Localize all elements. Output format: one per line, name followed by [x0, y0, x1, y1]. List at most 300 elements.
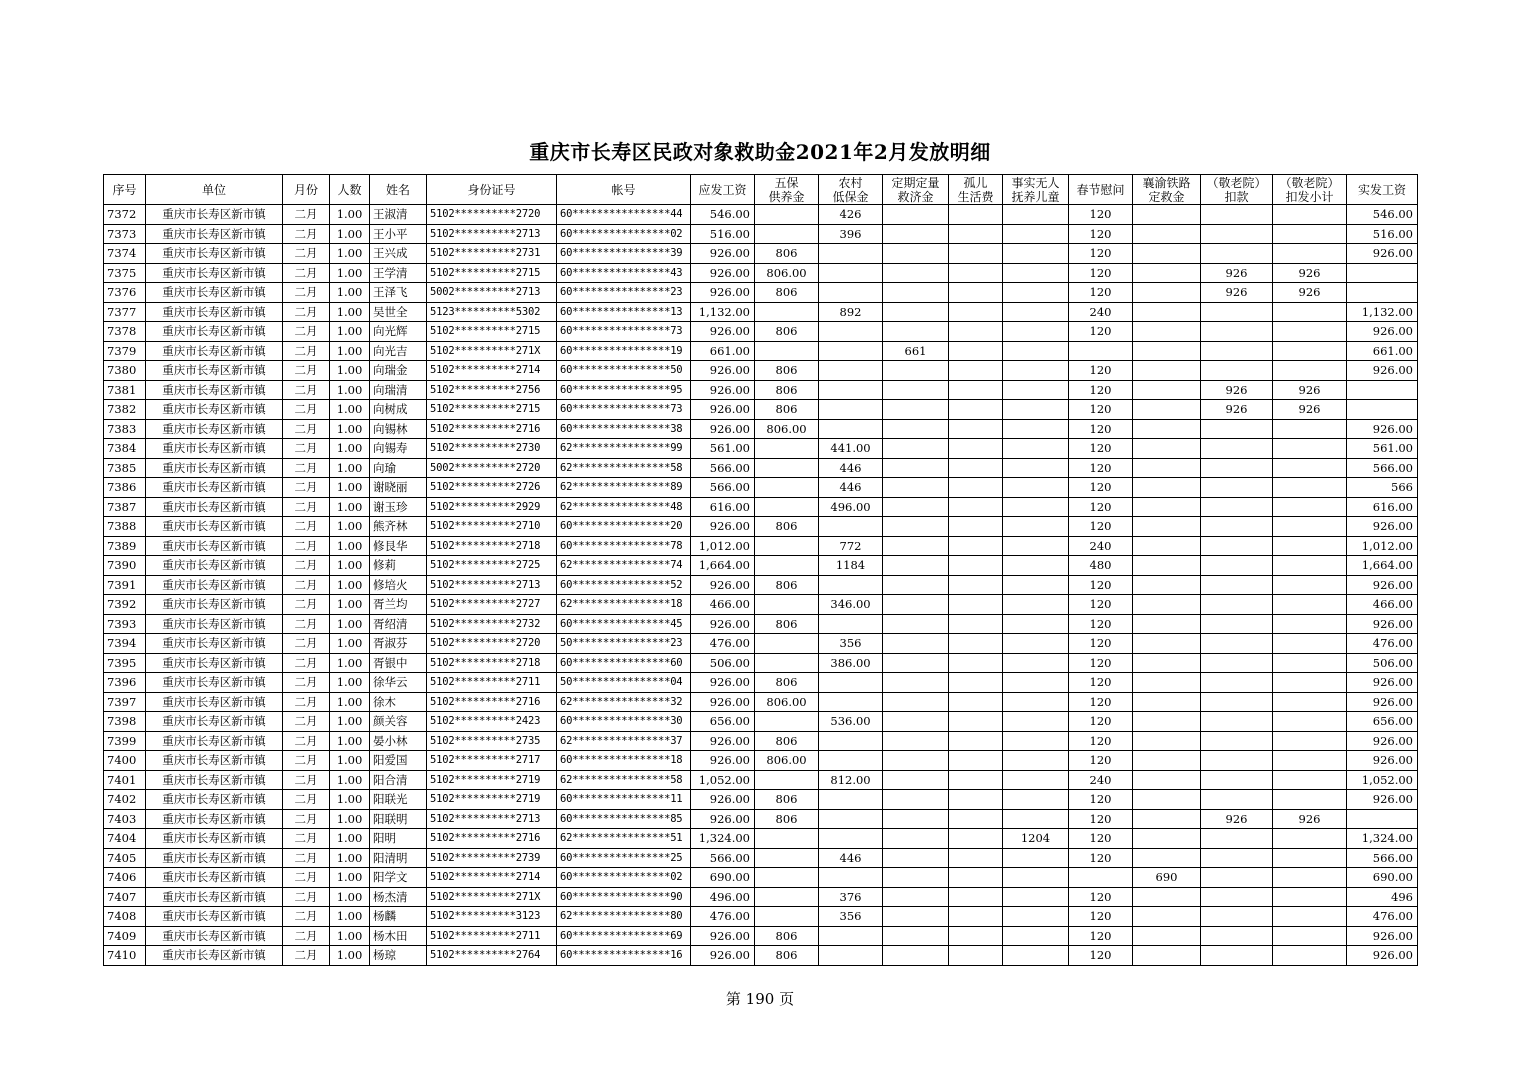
table-cell: [1273, 673, 1347, 693]
table-cell: [1003, 341, 1069, 361]
table-cell: 7409: [104, 926, 146, 946]
table-cell: 926: [1273, 263, 1347, 283]
table-cell: [1003, 575, 1069, 595]
table-row: [104, 751, 1418, 771]
table-cell: [949, 575, 1003, 595]
table-cell: 120: [1069, 283, 1133, 303]
table-cell: 7373: [104, 224, 146, 244]
table-cell: 晏小林: [370, 731, 427, 751]
table-cell: 5102**********271X: [427, 341, 557, 361]
table-cell: [883, 536, 949, 556]
table-cell: 892: [819, 302, 883, 322]
table-cell: 566.00: [1347, 458, 1418, 478]
table-cell: 476.00: [1347, 907, 1418, 927]
table-cell: 重庆市长寿区新市镇: [146, 224, 283, 244]
table-cell: [1273, 341, 1347, 361]
table-cell: 5102**********271X: [427, 887, 557, 907]
table-cell: 向锡寿: [370, 439, 427, 459]
table-cell: [1347, 263, 1418, 283]
table-cell: [1133, 497, 1201, 517]
table-cell: 二月: [283, 458, 330, 478]
table-cell: 926: [1273, 400, 1347, 420]
table-row: [104, 829, 1418, 849]
table-row: [104, 848, 1418, 868]
table-cell: 二月: [283, 634, 330, 654]
table-cell: 616.00: [1347, 497, 1418, 517]
table-cell: [1003, 634, 1069, 654]
table-cell: [755, 556, 819, 576]
table-cell: [1273, 439, 1347, 459]
table-cell: [883, 380, 949, 400]
table-cell: 926.00: [1347, 946, 1418, 966]
table-cell: 806: [755, 946, 819, 966]
table-cell: 1.00: [330, 244, 370, 264]
table-cell: [1133, 595, 1201, 615]
table-cell: [1133, 809, 1201, 829]
table-cell: [949, 458, 1003, 478]
table-cell: [1003, 926, 1069, 946]
table-cell: 806: [755, 575, 819, 595]
table-cell: 480: [1069, 556, 1133, 576]
table-cell: 120: [1069, 361, 1133, 381]
table-cell: 926.00: [691, 926, 755, 946]
table-row: [104, 205, 1418, 225]
table-cell: [1133, 517, 1201, 537]
table-cell: [1003, 790, 1069, 810]
table-cell: 7387: [104, 497, 146, 517]
table-cell: 7408: [104, 907, 146, 927]
table-cell: 7396: [104, 673, 146, 693]
table-cell: 7384: [104, 439, 146, 459]
table-cell: [1273, 244, 1347, 264]
table-cell: [949, 400, 1003, 420]
table-cell: [1273, 751, 1347, 771]
table-cell: 926.00: [1347, 575, 1418, 595]
table-cell: 向树成: [370, 400, 427, 420]
table-cell: 120: [1069, 478, 1133, 498]
table-cell: [949, 673, 1003, 693]
table-cell: 重庆市长寿区新市镇: [146, 653, 283, 673]
table-cell: [949, 439, 1003, 459]
table-cell: [883, 926, 949, 946]
table-cell: [1201, 848, 1273, 868]
table-row: [104, 283, 1418, 303]
table-cell: 7402: [104, 790, 146, 810]
table-cell: 二月: [283, 361, 330, 381]
table-cell: [1273, 868, 1347, 888]
table-cell: 926.00: [1347, 692, 1418, 712]
table-cell: 120: [1069, 595, 1133, 615]
table-cell: 重庆市长寿区新市镇: [146, 419, 283, 439]
table-cell: 重庆市长寿区新市镇: [146, 517, 283, 537]
table-cell: [1133, 653, 1201, 673]
table-cell: 120: [1069, 458, 1133, 478]
table-cell: 926.00: [1347, 790, 1418, 810]
table-cell: [819, 731, 883, 751]
table-row: [104, 673, 1418, 693]
table-cell: [819, 946, 883, 966]
table-cell: [1003, 770, 1069, 790]
table-cell: 1.00: [330, 770, 370, 790]
table-cell: 240: [1069, 302, 1133, 322]
table-cell: 1,132.00: [1347, 302, 1418, 322]
table-cell: 5123**********5302: [427, 302, 557, 322]
column-header: 帐号: [557, 175, 691, 205]
table-cell: 496: [1347, 887, 1418, 907]
table-cell: 二月: [283, 224, 330, 244]
table-cell: [1133, 731, 1201, 751]
table-cell: [1273, 848, 1347, 868]
table-cell: 566.00: [1347, 848, 1418, 868]
table-cell: 二月: [283, 907, 330, 927]
table-cell: 1.00: [330, 302, 370, 322]
table-cell: [949, 751, 1003, 771]
table-cell: [1201, 926, 1273, 946]
table-cell: [883, 848, 949, 868]
table-cell: [1003, 497, 1069, 517]
table-cell: 806: [755, 614, 819, 634]
table-cell: [1201, 517, 1273, 537]
table-cell: 926.00: [691, 517, 755, 537]
table-cell: 1.00: [330, 751, 370, 771]
table-cell: 396: [819, 224, 883, 244]
table-cell: [1133, 751, 1201, 771]
table-cell: 62****************58: [557, 770, 691, 790]
table-cell: [1201, 478, 1273, 498]
table-cell: [883, 556, 949, 576]
table-cell: 王泽飞: [370, 283, 427, 303]
table-cell: 806: [755, 731, 819, 751]
table-cell: 重庆市长寿区新市镇: [146, 595, 283, 615]
table-cell: 5102**********2716: [427, 419, 557, 439]
table-cell: 二月: [283, 283, 330, 303]
table-cell: 5102**********2731: [427, 244, 557, 264]
table-cell: 重庆市长寿区新市镇: [146, 751, 283, 771]
table-cell: 重庆市长寿区新市镇: [146, 926, 283, 946]
table-cell: 5102**********2715: [427, 263, 557, 283]
table-cell: [1273, 595, 1347, 615]
table-cell: [1003, 731, 1069, 751]
table-cell: [1273, 692, 1347, 712]
table-cell: [1273, 361, 1347, 381]
table-row: [104, 595, 1418, 615]
table-cell: 二月: [283, 751, 330, 771]
table-cell: [1201, 692, 1273, 712]
table-cell: [1273, 478, 1347, 498]
table-cell: 重庆市长寿区新市镇: [146, 302, 283, 322]
table-cell: 62****************18: [557, 595, 691, 615]
table-header-row: [104, 175, 1418, 205]
table-cell: 7405: [104, 848, 146, 868]
table-cell: 926.00: [1347, 926, 1418, 946]
table-cell: [755, 478, 819, 498]
table-body: [104, 205, 1418, 966]
table-cell: 7392: [104, 595, 146, 615]
table-cell: [1003, 439, 1069, 459]
table-cell: [1003, 478, 1069, 498]
table-cell: [883, 575, 949, 595]
table-cell: 60****************25: [557, 848, 691, 868]
table-cell: 926.00: [691, 731, 755, 751]
table-cell: 二月: [283, 556, 330, 576]
table-cell: 1,052.00: [691, 770, 755, 790]
table-cell: [755, 224, 819, 244]
table-cell: 7399: [104, 731, 146, 751]
table-cell: 60****************44: [557, 205, 691, 225]
table-cell: 1.00: [330, 536, 370, 556]
table-cell: 62****************48: [557, 497, 691, 517]
table-cell: [755, 439, 819, 459]
table-cell: 5102**********2715: [427, 400, 557, 420]
table-cell: 120: [1069, 517, 1133, 537]
table-cell: [755, 302, 819, 322]
table-cell: [883, 653, 949, 673]
table-cell: 阳爱国: [370, 751, 427, 771]
table-cell: 806: [755, 361, 819, 381]
table-cell: 5102**********2719: [427, 770, 557, 790]
table-cell: 二月: [283, 829, 330, 849]
table-cell: 1.00: [330, 595, 370, 615]
table-cell: [949, 322, 1003, 342]
table-cell: [1003, 751, 1069, 771]
table-cell: 50****************23: [557, 634, 691, 654]
table-cell: 506.00: [1347, 653, 1418, 673]
table-cell: 二月: [283, 575, 330, 595]
table-cell: [949, 653, 1003, 673]
table-cell: 1,664.00: [1347, 556, 1418, 576]
table-cell: 7377: [104, 302, 146, 322]
table-cell: 重庆市长寿区新市镇: [146, 458, 283, 478]
table-cell: 7381: [104, 380, 146, 400]
table-cell: 806.00: [755, 692, 819, 712]
table-cell: 926.00: [691, 751, 755, 771]
table-row: [104, 380, 1418, 400]
table-cell: [883, 497, 949, 517]
table-cell: 926.00: [691, 946, 755, 966]
table-cell: 62****************74: [557, 556, 691, 576]
table-cell: [1201, 322, 1273, 342]
page-number: 第 190 页: [725, 990, 795, 1008]
table-cell: 重庆市长寿区新市镇: [146, 848, 283, 868]
table-cell: 重庆市长寿区新市镇: [146, 341, 283, 361]
table-cell: 修培火: [370, 575, 427, 595]
table-row: [104, 946, 1418, 966]
table-cell: [1133, 790, 1201, 810]
table-row: [104, 712, 1418, 732]
table-cell: 5102**********2714: [427, 361, 557, 381]
table-cell: 二月: [283, 926, 330, 946]
table-cell: [1273, 322, 1347, 342]
table-cell: 重庆市长寿区新市镇: [146, 556, 283, 576]
column-header: 春节慰问: [1069, 175, 1133, 205]
table-cell: 1184: [819, 556, 883, 576]
table-cell: 60****************19: [557, 341, 691, 361]
table-cell: 向瑞清: [370, 380, 427, 400]
table-cell: 二月: [283, 341, 330, 361]
table-cell: [1133, 712, 1201, 732]
table-cell: 1.00: [330, 478, 370, 498]
table-cell: 二月: [283, 517, 330, 537]
table-cell: [883, 478, 949, 498]
table-cell: [1003, 244, 1069, 264]
table-row: [104, 361, 1418, 381]
table-cell: [883, 595, 949, 615]
table-cell: [1133, 224, 1201, 244]
table-cell: 杨麟: [370, 907, 427, 927]
table-row: [104, 419, 1418, 439]
table-cell: [755, 848, 819, 868]
table-cell: [1133, 634, 1201, 654]
table-cell: [883, 829, 949, 849]
table-cell: [1273, 907, 1347, 927]
table-cell: 1.00: [330, 575, 370, 595]
table-cell: 926.00: [691, 575, 755, 595]
table-cell: [1003, 673, 1069, 693]
table-cell: 7398: [104, 712, 146, 732]
table-cell: 重庆市长寿区新市镇: [146, 439, 283, 459]
table-cell: 重庆市长寿区新市镇: [146, 673, 283, 693]
table-cell: 1.00: [330, 887, 370, 907]
table-cell: 7376: [104, 283, 146, 303]
table-cell: 926.00: [1347, 731, 1418, 751]
table-cell: 阳学文: [370, 868, 427, 888]
table-row: [104, 868, 1418, 888]
table-cell: 吴世全: [370, 302, 427, 322]
table-cell: [1133, 946, 1201, 966]
table-cell: [1201, 907, 1273, 927]
table-cell: 5102**********3123: [427, 907, 557, 927]
table-cell: [949, 595, 1003, 615]
table-cell: 926.00: [691, 692, 755, 712]
table-cell: 7395: [104, 653, 146, 673]
table-cell: 5102**********2714: [427, 868, 557, 888]
table-cell: [1003, 712, 1069, 732]
table-cell: 重庆市长寿区新市镇: [146, 205, 283, 225]
table-cell: [949, 478, 1003, 498]
table-cell: 1.00: [330, 829, 370, 849]
table-cell: [1273, 634, 1347, 654]
table-cell: [883, 887, 949, 907]
table-cell: 阳清明: [370, 848, 427, 868]
table-cell: 566.00: [691, 458, 755, 478]
table-cell: 二月: [283, 322, 330, 342]
column-header: 农村 低保金: [819, 175, 883, 205]
table-cell: [1201, 829, 1273, 849]
table-cell: 胥绍清: [370, 614, 427, 634]
table-cell: 806: [755, 244, 819, 264]
table-cell: [1201, 673, 1273, 693]
table-cell: 60****************60: [557, 653, 691, 673]
table-cell: [949, 302, 1003, 322]
table-cell: 926.00: [691, 244, 755, 264]
table-cell: 806: [755, 400, 819, 420]
table-cell: 重庆市长寿区新市镇: [146, 614, 283, 634]
table-cell: [949, 380, 1003, 400]
table-cell: 120: [1069, 634, 1133, 654]
table-row: [104, 556, 1418, 576]
table-cell: 1.00: [330, 517, 370, 537]
table-cell: 690.00: [691, 868, 755, 888]
table-cell: [1003, 458, 1069, 478]
table-cell: [1273, 829, 1347, 849]
table-cell: [1133, 341, 1201, 361]
table-cell: [1201, 536, 1273, 556]
column-header: 人数: [330, 175, 370, 205]
table-cell: [755, 770, 819, 790]
table-cell: 566: [1347, 478, 1418, 498]
table-cell: 5102**********2727: [427, 595, 557, 615]
table-cell: [1347, 809, 1418, 829]
table-cell: [1003, 224, 1069, 244]
table-cell: 926.00: [691, 790, 755, 810]
table-cell: 120: [1069, 322, 1133, 342]
table-cell: 胥银中: [370, 653, 427, 673]
table-row: [104, 263, 1418, 283]
table-cell: 1.00: [330, 809, 370, 829]
relief-fund-table: [103, 174, 1418, 966]
table-cell: 二月: [283, 380, 330, 400]
table-cell: [883, 283, 949, 303]
table-cell: 1.00: [330, 400, 370, 420]
table-cell: 60****************02: [557, 868, 691, 888]
table-cell: [1201, 712, 1273, 732]
table-cell: [1201, 868, 1273, 888]
table-cell: 1.00: [330, 790, 370, 810]
table-cell: 5102**********2713: [427, 809, 557, 829]
table-cell: [883, 692, 949, 712]
table-cell: [949, 946, 1003, 966]
table-cell: 5102**********2720: [427, 634, 557, 654]
table-cell: [1133, 575, 1201, 595]
table-row: [104, 575, 1418, 595]
table-cell: 谢玉珍: [370, 497, 427, 517]
table-cell: 62****************51: [557, 829, 691, 849]
table-cell: 5102**********2718: [427, 536, 557, 556]
table-cell: [1201, 361, 1273, 381]
table-cell: [1133, 673, 1201, 693]
table-cell: 806: [755, 517, 819, 537]
table-cell: 812.00: [819, 770, 883, 790]
table-cell: 240: [1069, 770, 1133, 790]
table-cell: [1201, 790, 1273, 810]
table-cell: 566.00: [691, 848, 755, 868]
table-cell: 1.00: [330, 634, 370, 654]
table-cell: 7383: [104, 419, 146, 439]
table-cell: 60****************11: [557, 790, 691, 810]
column-header: （敬老院） 扣款: [1201, 175, 1273, 205]
table-cell: 50****************04: [557, 673, 691, 693]
table-cell: 5102**********2715: [427, 322, 557, 342]
table-cell: 阳联光: [370, 790, 427, 810]
table-cell: 546.00: [1347, 205, 1418, 225]
table-cell: [1273, 458, 1347, 478]
table-cell: 二月: [283, 400, 330, 420]
table-cell: [883, 770, 949, 790]
table-cell: 1,052.00: [1347, 770, 1418, 790]
table-cell: [1069, 341, 1133, 361]
table-cell: 1.00: [330, 907, 370, 927]
table-row: [104, 478, 1418, 498]
table-cell: [1003, 517, 1069, 537]
table-cell: 王小平: [370, 224, 427, 244]
table-cell: [949, 556, 1003, 576]
table-cell: 772: [819, 536, 883, 556]
table-cell: 1.00: [330, 224, 370, 244]
table-cell: 重庆市长寿区新市镇: [146, 887, 283, 907]
table-cell: 356: [819, 634, 883, 654]
table-cell: 二月: [283, 497, 330, 517]
table-cell: 1.00: [330, 673, 370, 693]
